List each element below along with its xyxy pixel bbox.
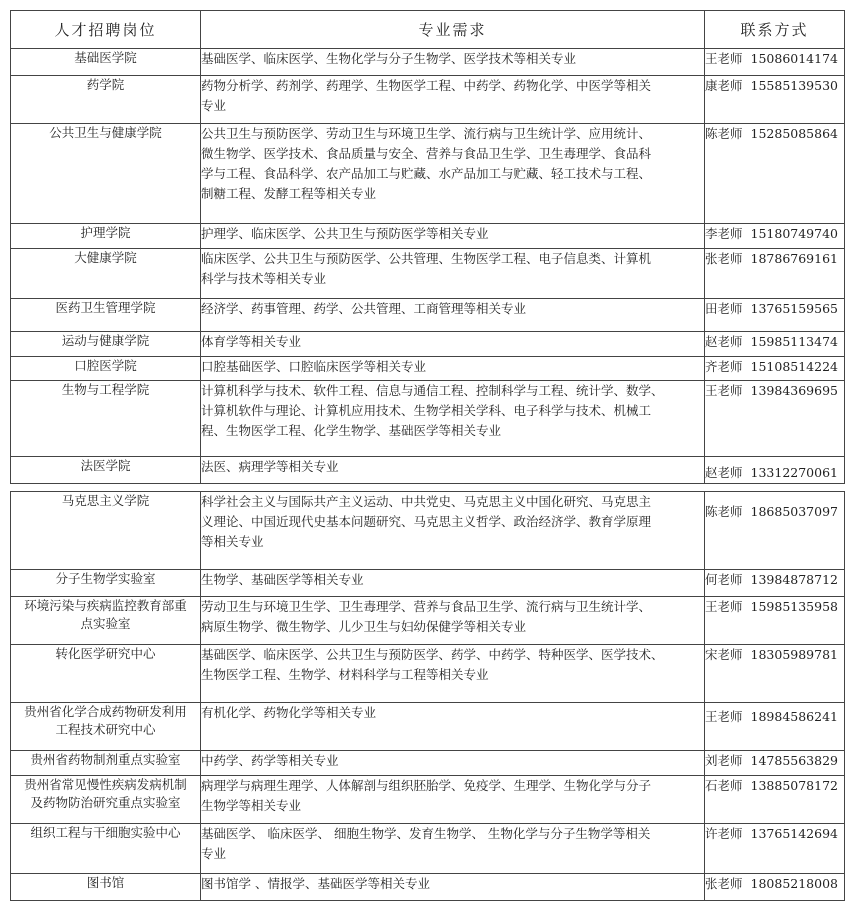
contact-teacher: 石老师 <box>705 778 743 793</box>
contact-phone: 13984369695 <box>750 383 838 398</box>
header-contact: 联系方式 <box>705 11 845 49</box>
table-row <box>11 224 845 249</box>
contact-teacher: 齐老师 <box>705 359 743 374</box>
contact-phone: 13765142694 <box>750 826 838 841</box>
table-row <box>11 76 845 124</box>
table-row <box>11 124 845 224</box>
contact-phone: 13984878712 <box>750 572 838 587</box>
contact-cell <box>705 76 845 124</box>
contact-cell <box>705 381 845 457</box>
post-name: 基础医学院 <box>11 49 201 76</box>
post-name: 医药卫生管理学院 <box>11 299 201 332</box>
contact-cell <box>705 597 845 645</box>
post-name: 环境污染与疾病监控教育部重 点实验室 <box>11 597 201 645</box>
post-name: 药学院 <box>11 76 201 124</box>
contact-phone: 15985113474 <box>750 334 838 349</box>
contact-phone: 15985135958 <box>750 599 838 614</box>
contact-phone: 13765159565 <box>750 301 838 316</box>
major-requirement: 药物分析学、药剂学、药理学、生物医学工程、中药学、药物化学、中医学等相关 专业 <box>201 76 705 124</box>
major-requirement: 基础医学、临床医学、公共卫生与预防医学、药学、中药学、特种医学、医学技术、 生物医学工程、生物学、材料科学与工程等相关专业 <box>201 645 705 703</box>
contact-cell <box>705 751 845 776</box>
major-requirement: 法医、病理学等相关专业 <box>201 457 705 484</box>
major-requirement: 病理学与病理生理学、人体解剖与组织胚胎学、免疫学、生理学、生物化学与分子 生物学等相关专业 <box>201 776 705 824</box>
table-row <box>11 597 845 645</box>
contact-teacher: 赵老师 <box>705 465 743 480</box>
major-requirement: 临床医学、公共卫生与预防医学、公共管理、生物医学工程、电子信息类、计算机 科学与技术等相关专业 <box>201 249 705 299</box>
contact-cell <box>705 124 845 224</box>
table-row <box>11 332 845 357</box>
major-requirement: 科学社会主义与国际共产主义运动、中共党史、马克思主义中国化研究、马克思主 义理论、中国近现代史基本问题研究、马克思主义哲学、政治经济学、教育学原理 等相关专业 <box>201 492 705 570</box>
contact-phone: 14785563829 <box>750 753 838 768</box>
table-row <box>11 703 845 751</box>
contact-cell <box>705 874 845 901</box>
contact-teacher: 张老师 <box>705 251 743 266</box>
post-name: 贵州省常见慢性疾病发病机制 及药物防治研究重点实验室 <box>11 776 201 824</box>
post-name: 马克思主义学院 <box>11 492 201 570</box>
recruitment-table-bottom <box>10 491 845 901</box>
contact-phone: 15585139530 <box>750 78 838 93</box>
contact-teacher: 宋老师 <box>705 647 743 662</box>
contact-cell <box>705 249 845 299</box>
table-row <box>11 249 845 299</box>
contact-teacher: 赵老师 <box>705 334 743 349</box>
contact-cell <box>705 299 845 332</box>
table-header-row <box>11 11 845 49</box>
post-name: 大健康学院 <box>11 249 201 299</box>
table-row <box>11 570 845 597</box>
major-requirement: 劳动卫生与环境卫生学、卫生毒理学、营养与食品卫生学、流行病与卫生统计学、 病原生物学、微生物学、儿少卫生与妇幼保健学等相关专业 <box>201 597 705 645</box>
header-post: 人才招聘岗位 <box>11 11 201 49</box>
contact-teacher: 陈老师 <box>705 126 743 141</box>
post-name: 分子生物学实验室 <box>11 570 201 597</box>
header-major: 专业需求 <box>201 11 705 49</box>
contact-phone: 15285085864 <box>750 126 838 141</box>
contact-teacher: 王老师 <box>705 709 743 724</box>
contact-cell <box>705 457 845 484</box>
contact-teacher: 张老师 <box>705 876 743 891</box>
table-row <box>11 751 845 776</box>
major-requirement: 经济学、药事管理、药学、公共管理、工商管理等相关专业 <box>201 299 705 332</box>
post-name: 贵州省药物制剂重点实验室 <box>11 751 201 776</box>
contact-cell <box>705 824 845 874</box>
contact-phone: 13312270061 <box>750 465 838 480</box>
major-requirement: 有机化学、药物化学等相关专业 <box>201 703 705 751</box>
contact-teacher: 康老师 <box>705 78 743 93</box>
contact-phone: 18305989781 <box>750 647 838 662</box>
contact-cell <box>705 492 845 570</box>
contact-teacher: 陈老师 <box>705 504 743 519</box>
contact-phone: 18685037097 <box>750 504 838 519</box>
contact-teacher: 王老师 <box>705 599 743 614</box>
major-requirement: 护理学、临床医学、公共卫生与预防医学等相关专业 <box>201 224 705 249</box>
table-row <box>11 299 845 332</box>
major-requirement: 体育学等相关专业 <box>201 332 705 357</box>
post-name: 公共卫生与健康学院 <box>11 124 201 224</box>
table-row <box>11 776 845 824</box>
contact-teacher: 何老师 <box>705 572 743 587</box>
post-name: 护理学院 <box>11 224 201 249</box>
major-requirement: 公共卫生与预防医学、劳动卫生与环境卫生学、流行病与卫生统计学、应用统计、 微生物学、医学技术、食品质量与安全、营养与食品卫生学、卫生毒理学、食品科 学与工程、食品科学、农产品加工与贮藏、水产品加工与贮藏、轻工技术与工程、 制糖工程、发酵工程等相关专业 <box>201 124 705 224</box>
post-name: 运动与健康学院 <box>11 332 201 357</box>
recruitment-table-top <box>10 10 845 484</box>
major-requirement: 基础医学、 临床医学、 细胞生物学、发育生物学、 生物化学与分子生物学等相关 专业 <box>201 824 705 874</box>
contact-teacher: 田老师 <box>705 301 743 316</box>
contact-phone: 18085218008 <box>750 876 838 891</box>
contact-cell <box>705 776 845 824</box>
table-row <box>11 492 845 570</box>
post-name: 贵州省化学合成药物研发利用 工程技术研究中心 <box>11 703 201 751</box>
contact-teacher: 王老师 <box>705 383 743 398</box>
contact-phone: 13885078172 <box>750 778 838 793</box>
table-row <box>11 874 845 901</box>
post-name: 生物与工程学院 <box>11 381 201 457</box>
major-requirement: 基础医学、临床医学、生物化学与分子生物学、医学技术等相关专业 <box>201 49 705 76</box>
contact-cell <box>705 332 845 357</box>
contact-teacher: 许老师 <box>705 826 743 841</box>
contact-teacher: 王老师 <box>705 51 743 66</box>
contact-teacher: 李老师 <box>705 226 743 241</box>
contact-cell <box>705 224 845 249</box>
contact-phone: 18786769161 <box>750 251 838 266</box>
post-name: 图书馆 <box>11 874 201 901</box>
major-requirement: 图书馆学 、情报学、基础医学等相关专业 <box>201 874 705 901</box>
post-name: 组织工程与干细胞实验中心 <box>11 824 201 874</box>
post-name: 转化医学研究中心 <box>11 645 201 703</box>
major-requirement: 口腔基础医学、口腔临床医学等相关专业 <box>201 357 705 381</box>
major-requirement: 计算机科学与技术、软件工程、信息与通信工程、控制科学与工程、统计学、数学、 计算机软件与理论、计算机应用技术、生物学相关学科、电子科学与技术、机械工 程、生物医学工程、化学生物学、基础医学等相关专业 <box>201 381 705 457</box>
table-row <box>11 49 845 76</box>
table-row <box>11 645 845 703</box>
table-row <box>11 824 845 874</box>
contact-teacher: 刘老师 <box>705 753 743 768</box>
contact-cell <box>705 703 845 751</box>
contact-cell <box>705 570 845 597</box>
post-name: 口腔医学院 <box>11 357 201 381</box>
contact-cell <box>705 357 845 381</box>
table-row <box>11 457 845 484</box>
table-row <box>11 381 845 457</box>
contact-cell <box>705 645 845 703</box>
major-requirement: 生物学、基础医学等相关专业 <box>201 570 705 597</box>
major-requirement: 中药学、药学等相关专业 <box>201 751 705 776</box>
contact-phone: 15180749740 <box>750 226 838 241</box>
contact-cell <box>705 49 845 76</box>
contact-phone: 15108514224 <box>750 359 838 374</box>
table-row <box>11 357 845 381</box>
post-name: 法医学院 <box>11 457 201 484</box>
contact-phone: 15086014174 <box>750 51 838 66</box>
contact-phone: 18984586241 <box>750 709 838 724</box>
